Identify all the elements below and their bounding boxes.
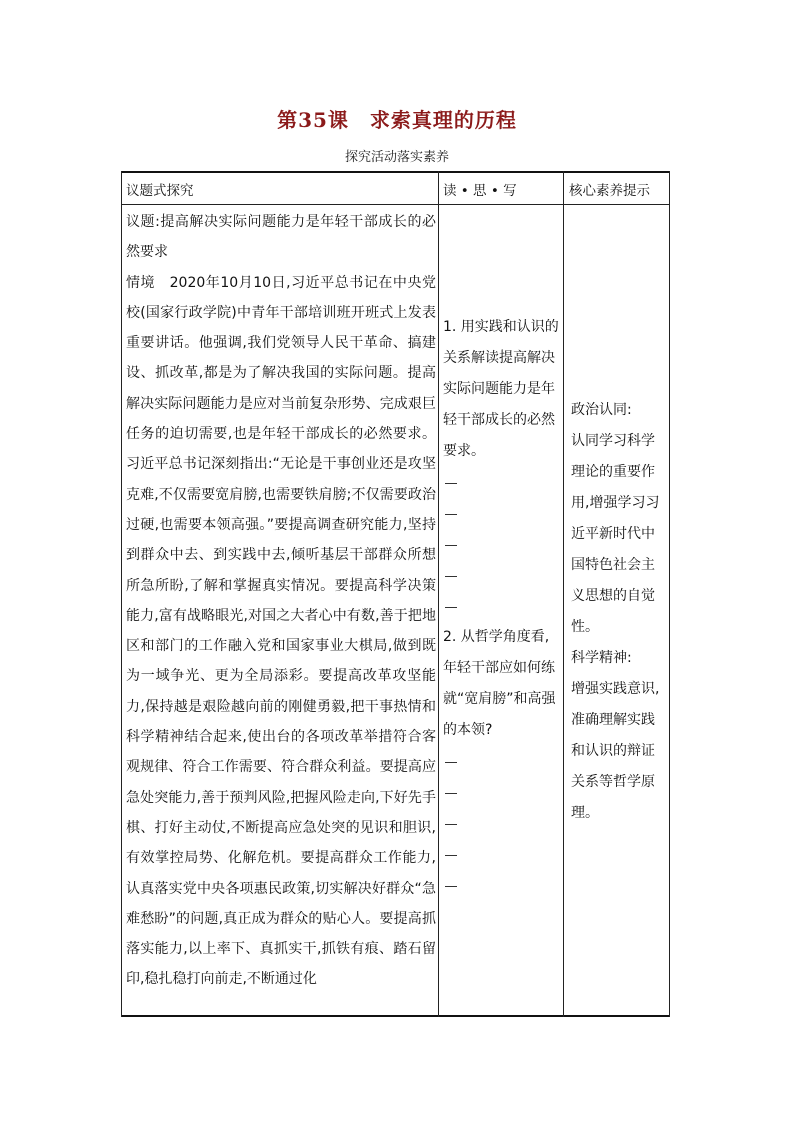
context-text: 情境 2020年10月10日,习近平总书记在中央党校(国家行政学院)中青年干部培训班开班式上发表重要讲话。他强调,我们党领导人民干革命、搞建设、抓改革,都是为了解决我国的实际问题。提高解决实际问题能力是应对当前复杂形势、完成艰巨任务的迫切需要,也是年轻干部成长的必然要求。习近平总书记深刻指出:“无论是干事创业还是攻坚克难,不仅需要宽肩膀,也需要铁肩膀;不仅需要政治过硬,也需要本领高强。”要提高调查研究能力,坚持到群众中去、到实践中去,倾听基层干部群众所想所急所盼,了解和掌握真实情况。要提高科学决策能力,富有战略眼光,对国之大者心中有数,善于把地区和部门的工作融入党和国家事业大棋局,做到既为一域争光、更为全局添彩。要提高改革攻坚能力,保持越是艰险越向前的刚健勇毅,把干事热情和科学精神结合起来,使出台的各项改革举措符合客观规律、符合工作需要、符合群众利益。要提高应急处突能力,善于预判风险,把握风险走向,下好先手棋、打好主动仗,不断提高应急处突的见识和胆识,有效掌控局势、化解危机。要提高群众工作能力,认真落实党中央各项惠民政策,切实解决好群众“急难愁盼”的问题,真正成为群众的贴心人。要提高抓落实能力,以上率下、真抓实干,抓铁有痕、踏石留印,稳扎稳打向前走,不断通过化: [126, 274, 436, 988]
header-inquiry: 议题式探究: [126, 183, 194, 199]
page-subtitle: 探究活动落实素养: [344, 150, 449, 165]
table-top-rule: [122, 171, 669, 173]
answer-blank-line[interactable]: [443, 808, 457, 839]
answer-blank-line[interactable]: [443, 591, 457, 622]
question-1: 1. 用实践和认识的关系解读提高解决实际问题能力是年轻干部成长的必然要求。: [443, 319, 559, 459]
core-literacy-column: [571, 395, 663, 829]
column-divider: [438, 171, 439, 1017]
table-bottom-rule: [122, 1015, 669, 1017]
answer-blank-line[interactable]: [443, 870, 457, 901]
literacy-text-science: 增强实践意识,准确理解实践和认识的辩证关系等哲学原理。: [571, 681, 660, 821]
read-think-write-column: [443, 312, 559, 901]
table-header-rule: [122, 204, 669, 205]
answer-blank-line[interactable]: [443, 467, 457, 498]
header-read-think-write: 读 • 思 • 写: [443, 183, 517, 199]
answer-blank-line[interactable]: [443, 839, 457, 870]
answer-blank-line[interactable]: [443, 746, 457, 777]
header-core-literacy: 核心素养提示: [569, 183, 650, 199]
literacy-label-political: 政治认同:: [571, 402, 632, 418]
column-divider: [563, 171, 564, 1017]
answer-blank-line[interactable]: [443, 777, 457, 808]
answer-blank-line[interactable]: [443, 498, 457, 529]
page-title: 第35课 求索真理的历程: [277, 108, 517, 132]
literacy-label-science: 科学精神:: [571, 650, 632, 666]
topic-text: 议题:提高解决实际问题能力是年轻干部成长的必然要求: [126, 214, 436, 261]
question-2: 2. 从哲学角度看,年轻干部应如何练就“宽肩膀”和高强的本领?: [443, 629, 556, 738]
answer-blank-line[interactable]: [443, 529, 457, 560]
inquiry-table: [121, 171, 670, 1017]
literacy-text-political: 认同学习科学理论的重要作用,增强学习习近平新时代中国特色社会主义思想的自觉性。: [571, 433, 660, 635]
answer-blank-line[interactable]: [443, 560, 457, 591]
inquiry-column: [126, 207, 436, 995]
